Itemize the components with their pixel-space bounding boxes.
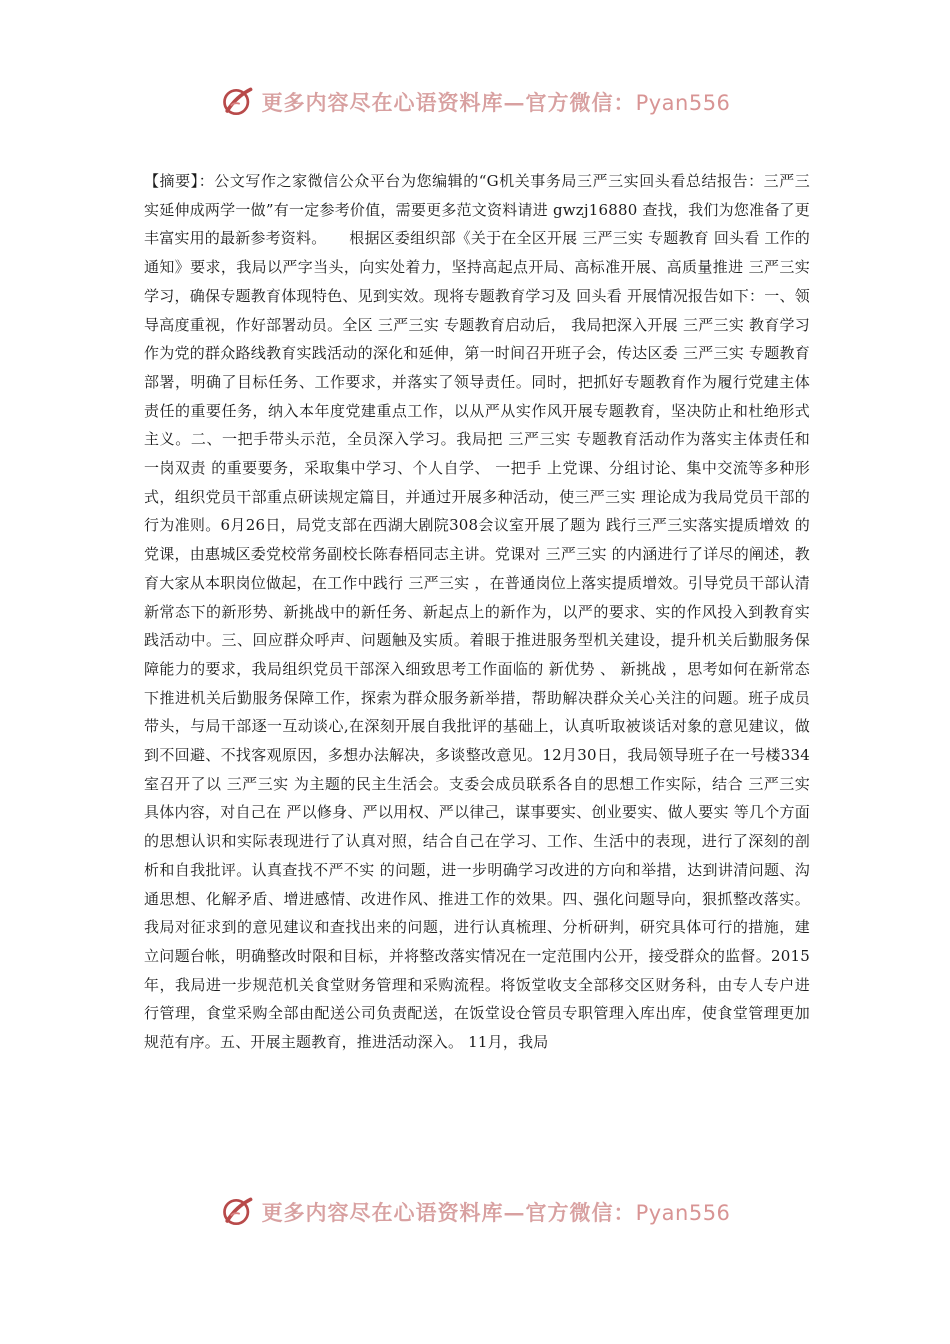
watermark-footer [0,1190,950,1234]
watermark-wechat-id: Pyan556 [635,1201,731,1225]
watermark-wechat-id: Pyan556 [635,91,731,115]
watermark-text: 更多内容尽在心语资料库—官方微信：Pyan556 [261,90,731,115]
brush-logo-icon [220,1194,256,1230]
body-paragraph: 【摘要】：公文写作之家微信公众平台为您编辑的“G机关事务局三严三实回头看总结报告：三严三实延伸成两学一做”有一定参考价值，需要更多范文资料请进 gwzj16880 查找，我们为您准备了更丰富实用的最新参考资料。 根据区委组织部《关于在全区开展 三严三实 专题教育 回头看 工作的通知》要求，我局以严字当头，向实处着力，坚持高起点开局、高标准开展、高质量推进 三严三实 学习，确保专题教育体现特色、见到实效。现将专题教育学习及 回头看 开展情况报告如下：一、领导高度重视，作好部署动员。全区 三严三实 专题教育启动后， 我局把深入开展 三严三实 教育学习作为党的群众路线教育实践活动的深化和延伸，第一时间召开班子会，传达区委 三严三实 专题教育部署，明确了目标任务、工作要求，并落实了领导责任。同时，把抓好专题教育作为履行党建主体责任的重要任务，纳入本年度党建重点工作，以从严从实作风开展专题教育，坚决防止和杜绝形式主义。二、一把手带头示范，全员深入学习。我局把 三严三实 专题教育活动作为落实主体责任和 一岗双责 的重要要务，采取集中学习、个人自学、 一把手 上党课、分组讨论、集中交流等多种形式，组织党员干部重点研读规定篇目，并通过开展多种活动，使三严三实 理论成为我局党员干部的行为准则。6月26日，局党支部在西湖大剧院308会议室开展了题为 践行三严三实落实提质增效 的党课，由惠城区委党校常务副校长陈春梧同志主讲。党课对 三严三实 的内涵进行了详尽的阐述，教育大家从本职岗位做起，在工作中践行 三严三实 ，在普通岗位上落实提质增效。引导党员干部认清新常态下的新形势、新挑战中的新任务、新起点上的新作为，以严的要求、实的作风投入到教育实践活动中。三、回应群众呼声、问题触及实质。着眼于推进服务型机关建设，提升机关后勤服务保障能力的要求，我局组织党员干部深入细致思考工作面临的 新优势 、 新挑战 ，思考如何在新常态下推进机关后勤服务保障工作，探索为群众服务新举措，帮助解决群众关心关注的问题。班子成员带头，与局干部逐一互动谈心,在深刻开展自我批评的基础上，认真听取被谈话对象的意见建议，做到不回避、不找客观原因，多想办法解决，多谈整改意见。12月30日，我局领导班子在一号楼334室召开了以 三严三实 为主题的民主生活会。支委会成员联系各自的思想工作实际，结合 三严三实 具体内容，对自己在 严以修身、严以用权、严以律己，谋事要实、创业要实、做人要实 等几个方面的思想认识和实际表现进行了认真对照，结合自己在学习、工作、生活中的表现，进行了深刻的剖析和自我批评。认真查找不严不实 的问题，进一步明确学习改进的方向和举措，达到讲清问题、沟通思想、化解矛盾、增进感情、改进作风、推进工作的效果。四、强化问题导向，狠抓整改落实。我局对征求到的意见建议和查找出来的问题，进行认真梳理、分析研判，研究具体可行的措施，建立问题台帐，明确整改时限和目标，并将整改落实情况在一定范围内公开，接受群众的监督。2015年，我局进一步规范机关食堂财务管理和采购流程。将饭堂收支全部移交区财务科，由专人专户进行管理，食堂采购全部由配送公司负责配送，在饭堂设仓管员专职管理入库出库，使食堂管理更加规范有序。五、开展主题教育，推进活动深入。 11月，我局 [144,172,810,1052]
document-body [144,167,810,1057]
watermark-header [0,80,950,124]
brush-logo-icon [220,84,256,120]
watermark-text: 更多内容尽在心语资料库—官方微信：Pyan556 [261,1200,731,1225]
